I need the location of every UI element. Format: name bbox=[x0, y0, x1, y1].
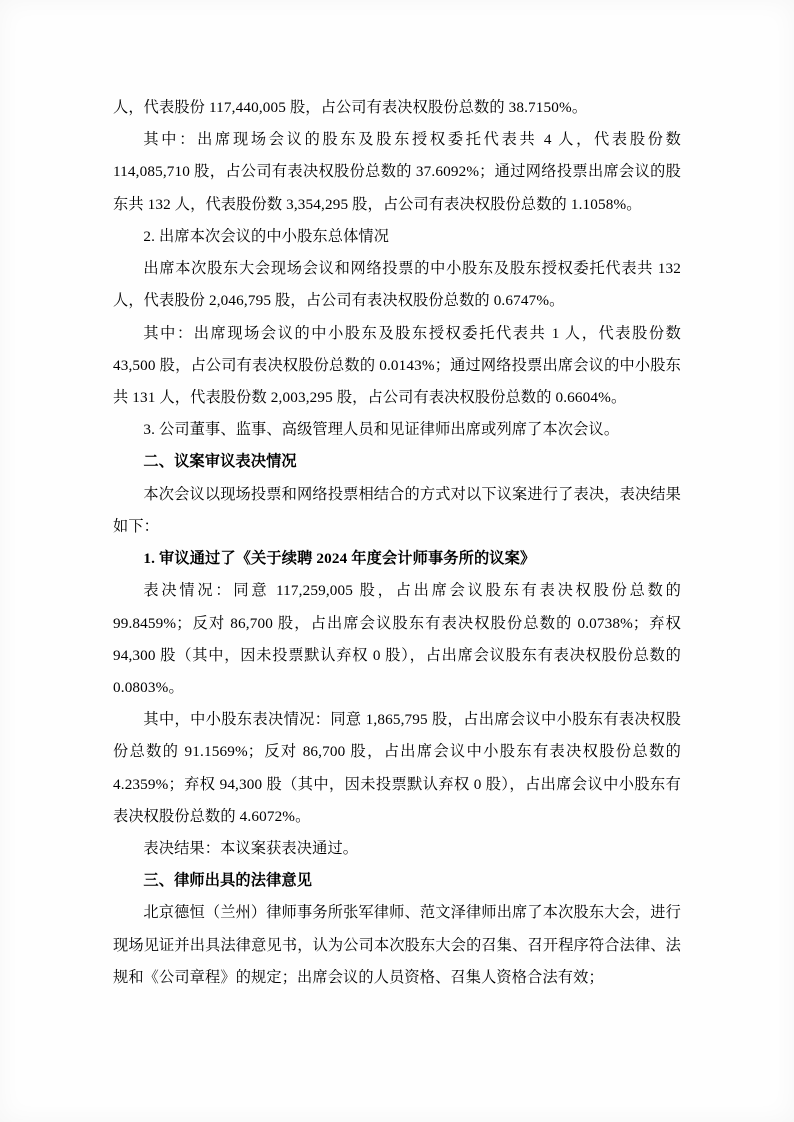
paragraph-minority-breakdown: 其中：出席现场会议的中小股东及股东授权委托代表共 1 人，代表股份数 43,500 股，占公司有表决权股份总数的 0.0143%；通过网络投票出席会议的中小股东共 131 人，代表股份数 2,003,295 股，占公司有表决权股份总数的 0.6604%。 bbox=[113, 324, 681, 406]
paragraph-item2-minority-shareholders-heading: 2. 出席本次会议的中小股东总体情况 bbox=[143, 227, 390, 245]
heading-section-two: 二、议案审议表决情况 bbox=[143, 453, 297, 471]
paragraph-proposal-1-voting-results: 表决情况：同意 117,259,005 股，占出席会议股东有表决权股份总数的 99.8459%；反对 86,700 股，占出席会议股东有表决权股份总数的 0.0738%；弃权 94,300 股（其中，因未投票默认弃权 0 股），占出席会议股东有表决权股份总数的 0.0803%。 bbox=[113, 582, 681, 696]
paragraph-legal-opinion: 北京德恒（兰州）律师事务所张军律师、范文泽律师出席了本次股东大会，进行现场见证并出具法律意见书，认为公司本次股东大会的召集、召开程序符合法律、法规和《公司章程》的规定；出席会议的人员资格、召集人资格合法有效； bbox=[113, 904, 681, 986]
document-body bbox=[113, 92, 681, 994]
paragraph-minority-total: 出席本次股东大会现场会议和网络投票的中小股东及股东授权委托代表共 132 人，代表股份 2,046,795 股，占公司有表决权股份总数的 0.6747%。 bbox=[113, 260, 681, 310]
subheading-proposal-1: 1. 审议通过了《关于续聘 2024 年度会计师事务所的议案》 bbox=[143, 550, 536, 568]
paragraph-onsite-and-online-breakdown: 其中：出席现场会议的股东及股东授权委托代表共 4 人，代表股份数 114,085,710 股，占公司有表决权股份总数的 37.6092%；通过网络投票出席会议的股东共 132 人，代表股份数 3,354,295 股，占公司有表决权股份总数的 1.1058%。 bbox=[113, 131, 681, 213]
heading-section-three: 三、律师出具的法律意见 bbox=[143, 872, 313, 890]
paragraph-proposal-1-result: 表决结果：本议案获表决通过。 bbox=[143, 840, 359, 858]
paragraph-proposal-1-minority-voting-results: 其中，中小股东表决情况：同意 1,865,795 股，占出席会议中小股东有表决权股份总数的 91.1569%；反对 86,700 股，占出席会议中小股东有表决权股份总数的 4.2359%；弃权 94,300 股（其中，因未投票默认弃权 0 股），占出席会议中小股东有表决权股份总数的 4.6072%。 bbox=[113, 711, 681, 825]
paragraph-item3-directors-attendance: 3. 公司董事、监事、高级管理人员和见证律师出席或列席了本次会议。 bbox=[143, 421, 620, 439]
paragraph-attendance-continuation: 人，代表股份 117,440,005 股，占公司有表决权股份总数的 38.7150%。 bbox=[113, 99, 588, 116]
paragraph-voting-method: 本次会议以现场投票和网络投票相结合的方式对以下议案进行了表决，表决结果如下： bbox=[113, 485, 681, 535]
